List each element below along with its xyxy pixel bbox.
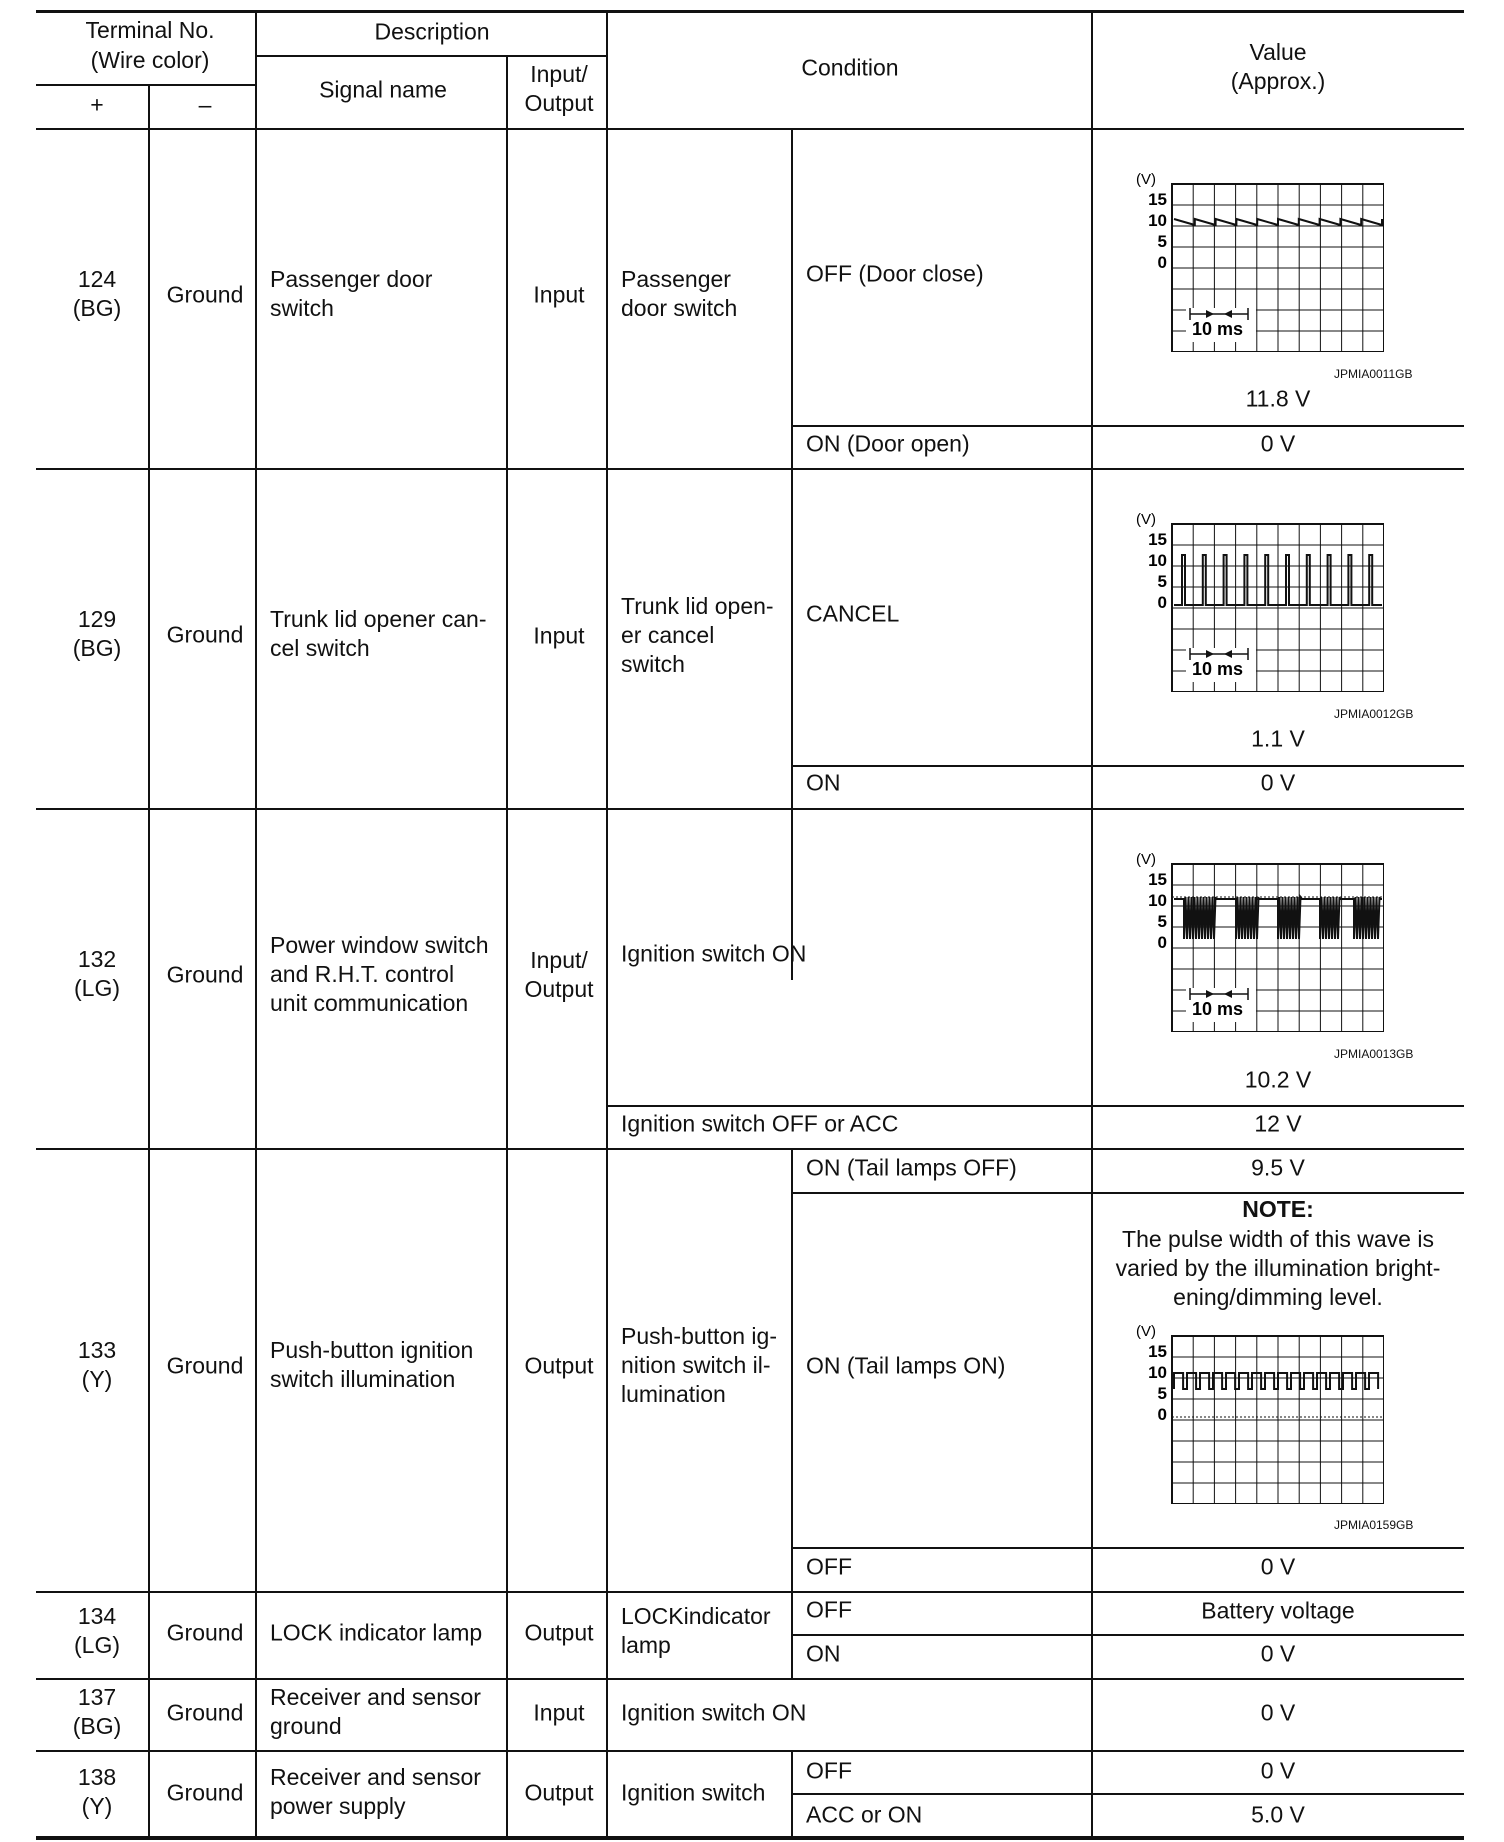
condition-line: Push-button ig-: [621, 1323, 777, 1349]
signal-134: LOCK indicator lamp: [270, 1619, 483, 1646]
note-title-133: NOTE:: [1242, 1196, 1314, 1222]
subcondition-129-cancel: CANCEL: [806, 600, 900, 627]
signal-line: ground: [270, 1713, 342, 1739]
waveform-graph-133: [1134, 1324, 1384, 1509]
graph-tick-label: 0: [1157, 1405, 1167, 1424]
header-description: Description: [374, 18, 490, 45]
graph-unit-label: (V): [1136, 172, 1156, 188]
subcondition-124-off: OFF (Door close): [806, 260, 984, 287]
graph-tick-label: 0: [1157, 933, 1167, 952]
signal-129: [270, 605, 486, 663]
row-line-129: [36, 808, 1464, 810]
wire-color: (BG): [72, 635, 122, 661]
io-137: Input: [533, 1699, 585, 1726]
wire-color: (BG): [72, 1713, 122, 1739]
col-line-terminal-desc: [255, 11, 257, 1836]
signal-line: Power window switch: [270, 932, 489, 958]
graph-tick-label: 0: [1157, 253, 1167, 272]
graph-tick-label: 15: [1148, 190, 1167, 209]
value-133-off: 0 V: [1260, 1553, 1296, 1580]
note-line: ening/dimming level.: [1173, 1284, 1383, 1310]
subcondition-124-on: ON (Door open): [806, 430, 970, 457]
graph-unit-label: (V): [1136, 1324, 1156, 1340]
note-line: varied by the illumination bright-: [1115, 1255, 1441, 1281]
scale-label: 10 ms: [1192, 999, 1244, 1019]
io-132: [524, 946, 593, 1004]
signal-124: [270, 265, 432, 323]
sub-line-129: [793, 765, 1464, 767]
terminal-number: 134: [77, 1603, 117, 1629]
io-138: Output: [524, 1779, 594, 1806]
graph-tick-label: 10: [1148, 891, 1167, 910]
terminal-number: 124: [77, 266, 117, 292]
signal-133: [270, 1336, 473, 1394]
graph-tick-label: 15: [1148, 870, 1167, 889]
col-line-signal-io: [506, 56, 508, 1836]
subcondition-133-tail-on: ON (Tail lamps ON): [806, 1352, 1006, 1379]
graph-id-133: JPMIA0159GB: [1334, 1518, 1414, 1532]
sub-line-138: [793, 1793, 1464, 1795]
io-133: Output: [524, 1352, 594, 1379]
graph-id-132: JPMIA0013GB: [1334, 1047, 1414, 1061]
signal-line: Receiver and sensor: [270, 1684, 481, 1710]
sub-line-133a: [793, 1192, 1464, 1194]
row-line-132: [36, 1148, 1464, 1150]
subcondition-138-acc-on: ACC or ON: [806, 1801, 923, 1828]
graph-unit-label: (V): [1136, 512, 1156, 528]
signal-line: switch: [270, 295, 334, 321]
header-line-terminal: [36, 84, 256, 86]
note-text-133: [1116, 1225, 1441, 1312]
sub-line-132: [608, 1105, 1464, 1107]
sub-line-134: [793, 1634, 1464, 1636]
value-137: 0 V: [1260, 1699, 1296, 1726]
scale-label: 10 ms: [1192, 319, 1244, 339]
graph-unit-label: (V): [1136, 852, 1156, 868]
value-124-on: 0 V: [1260, 430, 1296, 457]
signal-138: [270, 1763, 481, 1821]
value-134-on: 0 V: [1260, 1640, 1296, 1667]
terminal-137: [73, 1683, 122, 1741]
value-132-ign-off: 12 V: [1254, 1110, 1302, 1137]
condition-line: lumination: [621, 1381, 726, 1407]
col-line-plus-minus: [148, 85, 150, 1836]
terminal-124: [73, 265, 122, 323]
signal-line: cel switch: [270, 635, 370, 661]
value-132-ign-on: 10.2 V: [1244, 1066, 1312, 1093]
col-line-desc-condition: [606, 11, 608, 1836]
table-top-border: [36, 10, 1464, 13]
io-line: Input/: [530, 947, 588, 973]
header-line-description: [256, 55, 608, 57]
condition-138: Ignition switch: [621, 1779, 766, 1806]
header-minus: –: [198, 91, 212, 118]
ground-137: Ground: [166, 1699, 244, 1726]
table-bottom-border: [36, 1836, 1464, 1840]
condition-line: LOCKindicator: [621, 1603, 771, 1629]
col-line-cond-split-b: [791, 1149, 793, 1679]
row-line-137: [36, 1750, 1464, 1752]
condition-129: [621, 592, 774, 679]
terminal-133: [78, 1336, 116, 1394]
terminal-129: [73, 605, 122, 663]
subcondition-129-on: ON: [806, 769, 841, 796]
subcondition-133-tail-off: ON (Tail lamps OFF): [806, 1154, 1017, 1181]
condition-134: [621, 1602, 771, 1660]
condition-137: Ignition switch ON: [621, 1699, 807, 1726]
condition-line: er cancel: [621, 622, 715, 648]
waveform-graph-132: [1134, 852, 1384, 1037]
value-134-off: Battery voltage: [1201, 1597, 1355, 1624]
graph-tick-label: 10: [1148, 1363, 1167, 1382]
signal-line: and R.H.T. control: [270, 961, 455, 987]
scale-label: 10 ms: [1192, 659, 1244, 679]
ground-124: Ground: [166, 281, 244, 308]
io-124: Input: [533, 281, 585, 308]
signal-line: switch illumination: [270, 1366, 456, 1392]
note-line: The pulse width of this wave is: [1122, 1226, 1434, 1252]
ground-129: Ground: [166, 621, 244, 648]
graph-tick-label: 5: [1157, 1384, 1167, 1403]
graph-tick-label: 5: [1157, 572, 1167, 591]
header-io-line2: Output: [524, 90, 594, 116]
condition-line: lamp: [621, 1632, 671, 1658]
condition-line: door switch: [621, 295, 738, 321]
row-line-124: [36, 468, 1464, 470]
value-133-tail-off: 9.5 V: [1251, 1154, 1305, 1181]
header-value: [1231, 38, 1326, 96]
graph-tick-label: 0: [1157, 593, 1167, 612]
waveform-svg: [1134, 852, 1384, 1032]
wire-color: (Y): [81, 1793, 113, 1819]
subcondition-133-off: OFF: [806, 1553, 852, 1580]
terminal-132: [74, 945, 120, 1003]
waveform-svg: [1134, 172, 1384, 352]
ground-138: Ground: [166, 1779, 244, 1806]
graph-tick-label: 5: [1157, 912, 1167, 931]
signal-132: [270, 931, 489, 1018]
wire-color: (BG): [72, 295, 122, 321]
header-terminal-no: Terminal No.: [85, 17, 215, 43]
signal-line: Push-button ignition: [270, 1337, 474, 1363]
header-io-line1: Input/: [530, 61, 588, 87]
ground-133: Ground: [166, 1352, 244, 1379]
condition-132-ign-on: Ignition switch ON: [621, 940, 807, 967]
signal-line: Passenger door: [270, 266, 433, 292]
condition-line: nition switch il-: [621, 1352, 771, 1378]
terminal-number: 129: [77, 606, 117, 632]
ground-134: Ground: [166, 1619, 244, 1646]
condition-line: Trunk lid open-: [621, 593, 774, 619]
waveform-trace: [1174, 897, 1382, 939]
signal-line: Receiver and sensor: [270, 1764, 481, 1790]
condition-133: [621, 1322, 777, 1409]
col-line-cond-split-c: [791, 1751, 793, 1837]
sub-line-133b: [793, 1547, 1464, 1549]
subcondition-134-off: OFF: [806, 1596, 852, 1623]
header-signal-name: Signal name: [319, 76, 447, 103]
graph-tick-label: 10: [1148, 551, 1167, 570]
waveform-trace: [1174, 1373, 1378, 1389]
col-line-cond-split-a: [791, 129, 793, 980]
terminal-134: [74, 1602, 120, 1660]
graph-tick-label: 15: [1148, 530, 1167, 549]
wire-color: (LG): [74, 975, 120, 1001]
value-124-off: 11.8 V: [1245, 385, 1311, 412]
header-value-line1: Value: [1249, 39, 1307, 65]
terminal-number: 133: [77, 1337, 117, 1363]
graph-tick-label: 5: [1157, 232, 1167, 251]
waveform-graph-129: [1134, 512, 1384, 697]
subcondition-138-off: OFF: [806, 1757, 852, 1784]
value-129-on: 0 V: [1260, 769, 1296, 796]
header-bottom-line: [36, 128, 1464, 130]
condition-124: [621, 265, 737, 323]
condition-line: switch: [621, 651, 685, 677]
sub-line-124: [793, 425, 1464, 427]
signal-line: power supply: [270, 1793, 406, 1819]
graph-tick-label: 10: [1148, 211, 1167, 230]
value-138-off: 0 V: [1260, 1757, 1296, 1784]
graph-id-129: JPMIA0012GB: [1334, 707, 1414, 721]
header-input-output: [524, 60, 593, 118]
waveform-svg: [1134, 512, 1384, 692]
terminal-number: 137: [77, 1684, 117, 1710]
signal-137: [270, 1683, 481, 1741]
header-value-line2: (Approx.): [1230, 68, 1326, 94]
waveform-trace: [1174, 219, 1382, 225]
io-134: Output: [524, 1619, 594, 1646]
graph-id-124: JPMIA0011GB: [1334, 367, 1413, 381]
graph-tick-label: 15: [1148, 1342, 1167, 1361]
value-129-cancel: 1.1 V: [1251, 725, 1305, 752]
header-condition: Condition: [801, 54, 899, 81]
signal-line: unit communication: [270, 990, 469, 1016]
row-line-133: [36, 1591, 1464, 1593]
value-138-acc-on: 5.0 V: [1251, 1801, 1305, 1828]
row-line-134: [36, 1678, 1464, 1680]
col-line-condition-value: [1091, 11, 1093, 1836]
signal-line: Trunk lid opener can-: [270, 606, 487, 632]
wire-color: (LG): [74, 1632, 120, 1658]
header-plus: +: [90, 91, 104, 118]
io-129: Input: [533, 622, 585, 649]
ground-132: Ground: [166, 961, 244, 988]
io-line: Output: [524, 976, 594, 1002]
terminal-number: 132: [77, 946, 117, 972]
terminal-number: 138: [77, 1764, 117, 1790]
waveform-svg: [1134, 1324, 1384, 1504]
header-wire-color: (Wire color): [90, 47, 210, 73]
subcondition-134-on: ON: [806, 1640, 841, 1667]
terminal-138: [78, 1763, 116, 1821]
condition-line: Passenger: [621, 266, 731, 292]
condition-132-ign-off: Ignition switch OFF or ACC: [621, 1110, 899, 1137]
wire-color: (Y): [81, 1366, 113, 1392]
waveform-graph-124: [1134, 172, 1384, 357]
